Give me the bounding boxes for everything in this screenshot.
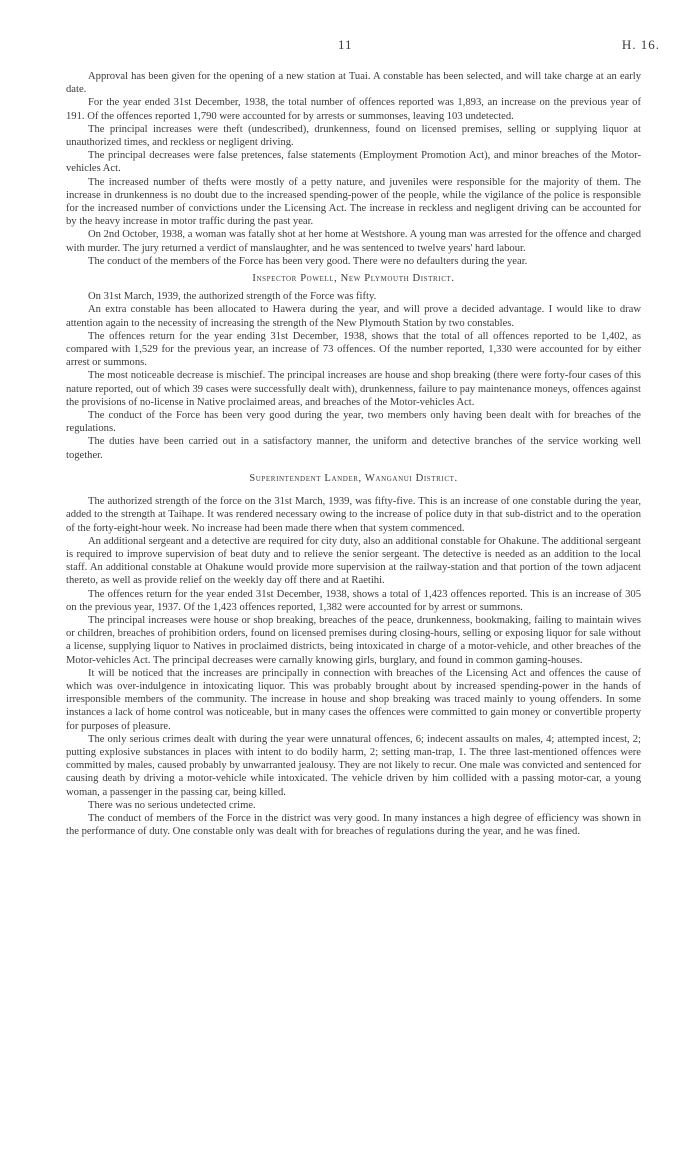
paragraph: The conduct of the Force has been very good during the year, two members only having been dealt with for breaches of the regulations. [66,410,641,435]
paragraph: There was no serious undetected crime. [88,799,256,811]
paragraph: The authorized strength of the force on the 31st March, 1939, was fifty-five. This is an increase of one constable during the year, added to the strength at Taihape. It was rendered necessary owing to the increase of police duty in that sub-district and to the operation of the forty-eight-hour week. No increase had been made there when that system commenced. [66,496,641,534]
paragraph: On 2nd October, 1938, a woman was fatally shot at her home at Westshore. A young man was arrested for the offence and charged with murder. The jury returned a verdict of manslaughter, and he was sentenced to twelve years' hard labour. [66,229,641,254]
paragraph: The principal increases were theft (undescribed), drunkenness, found on licensed premises, selling or supplying liquor at unauthorized times, and reckless or negligent driving. [66,123,641,149]
paragraph: Approval has been given for the opening of a new station at Tuai. A constable has been selected, and will take charge at an early date. [66,71,641,96]
paragraph: It will be noticed that the increases are principally in connection with breaches of the Licensing Act and offences the cause of which was over-indulgence in intoxicating liquor. This was probably brought about by increased spending-power in the hands of irresponsible members of the community. The increase in house and shop breaking was traced mainly to young offenders. In some instances a lack of home control was noticeable, but in many cases the offences were committed to gain money or convertible property for purposes of pleasure. [66,667,641,732]
paragraph: The conduct of the members of the Force has been very good. There were no defaulters during the year. [88,255,528,267]
paragraph: The most noticeable decrease is mischief. The principal increases are house and shop breaking (there were forty-four cases of this nature reported, out of which 39 cases were successfully dealt with), drunkenness, failure to pay maintenance moneys, offences against the provisions of no-license in Native proclaimed areas, and breaches of the Motor-vehicles Act. [66,370,641,408]
paragraph: The offences return for the year ending 31st December, 1938, shows that the total of all offences reported to be 1,402, as compared with 1,529 for the previous year, an increase of 73 offences. Of the number reported, 1,330 were accounted for by either arrest or summons. [66,330,641,369]
paragraph: The increased number of thefts were mostly of a petty nature, and juveniles were responsible for the majority of them. The increase in drunkenness is no doubt due to the increased spending-power of the people, while the vigilance of the police is responsible for the increased number of convictions under the Licensing Act. The increase in reckless and negligent driving can be accounted for by the heavy increase in motor traffic during the past year. [66,176,641,228]
paragraph: The duties have been carried out in a satisfactory manner, the uniform and detective branches of the service working well together. [66,436,641,461]
page-number: 11 [338,37,353,52]
paragraph: The principal increases were house or shop breaking, breaches of the peace, drunkenness, bookmaking, failing to maintain wives or children, breaches of prohibition orders, found on licensed premises during closing-hours, selling or exposing liquor for sale without a license, supplying liquor to Natives in proclaimed districts, being intoxicated in charge of a motor-vehicle, and other breaches of the Motor-vehicles Act. The principal decreases were carnally knowing girls, burglary, and found in common gaming-houses. [66,614,641,666]
section-heading-new-plymouth: Inspector Powell, New Plymouth District. [252,273,455,285]
paragraph: The offences return for the year ended 31st December, 1938, shows a total of 1,423 offences reported. This is an increase of 305 on the previous year, 1937. Of the 1,423 offences reported, 1,382 were accounted for by arrest or summons. [66,588,641,613]
paragraph: The principal decreases were false pretences, false statements (Employment Promotion Act), and minor breaches of the Motor-vehicles Act. [66,150,641,175]
paragraph: An additional sergeant and a detective are required for city duty, also an additional constable for Ohakune. The additional sergeant is required to improve supervision of beat duty and to relieve the senior sergeant. The detective is needed as an addition to the local staff. An additional constable at Ohakune would provide more supervision at the railway-station and that portion of the town adjacent thereto, as well as provide relief on the weekly day off there and at Raetihi. [66,535,641,587]
paragraph: The conduct of members of the Force in the district was very good. In many instances a high degree of efficiency was shown in the performance of duty. One constable only was dealt with for breaches of regulations during the year, and he was fined. [66,812,641,838]
paragraph: The only serious crimes dealt with during the year were unnatural offences, 6; indecent assaults on males, 4; attempted incest, 2; putting explosive substances in places with intent to do bodily harm, 2; setting man-trap, 1. The three last-mentioned offences were committed by males, caused probably by unwarranted jealousy. They are not likely to recur. One male was convicted and sentenced for causing death by driving a motor-vehicle while intoxicated. The vehicle driven by him collided with a passing motor-car, a young woman, a passenger in the passing car, being killed. [66,733,641,798]
document-reference: H. 16. [621,37,660,52]
document-body [66,70,641,838]
section-heading-wanganui: Superintendent Lander, Wanganui District. [249,472,458,484]
paragraph: For the year ended 31st December, 1938, the total number of offences reported was 1,893, an increase on the previous year of 191. Of the offences reported 1,790 were accounted for by arrests or summonses, leaving 103 undetected. [66,97,641,122]
paragraph: On 31st March, 1939, the authorized strength of the Force was fifty. [88,291,377,303]
paragraph: An extra constable has been allocated to Hawera during the year, and will prove a decided advantage. I would like to draw attention again to the necessity of increasing the strength of the New Plymouth Station by two constables. [66,304,641,329]
